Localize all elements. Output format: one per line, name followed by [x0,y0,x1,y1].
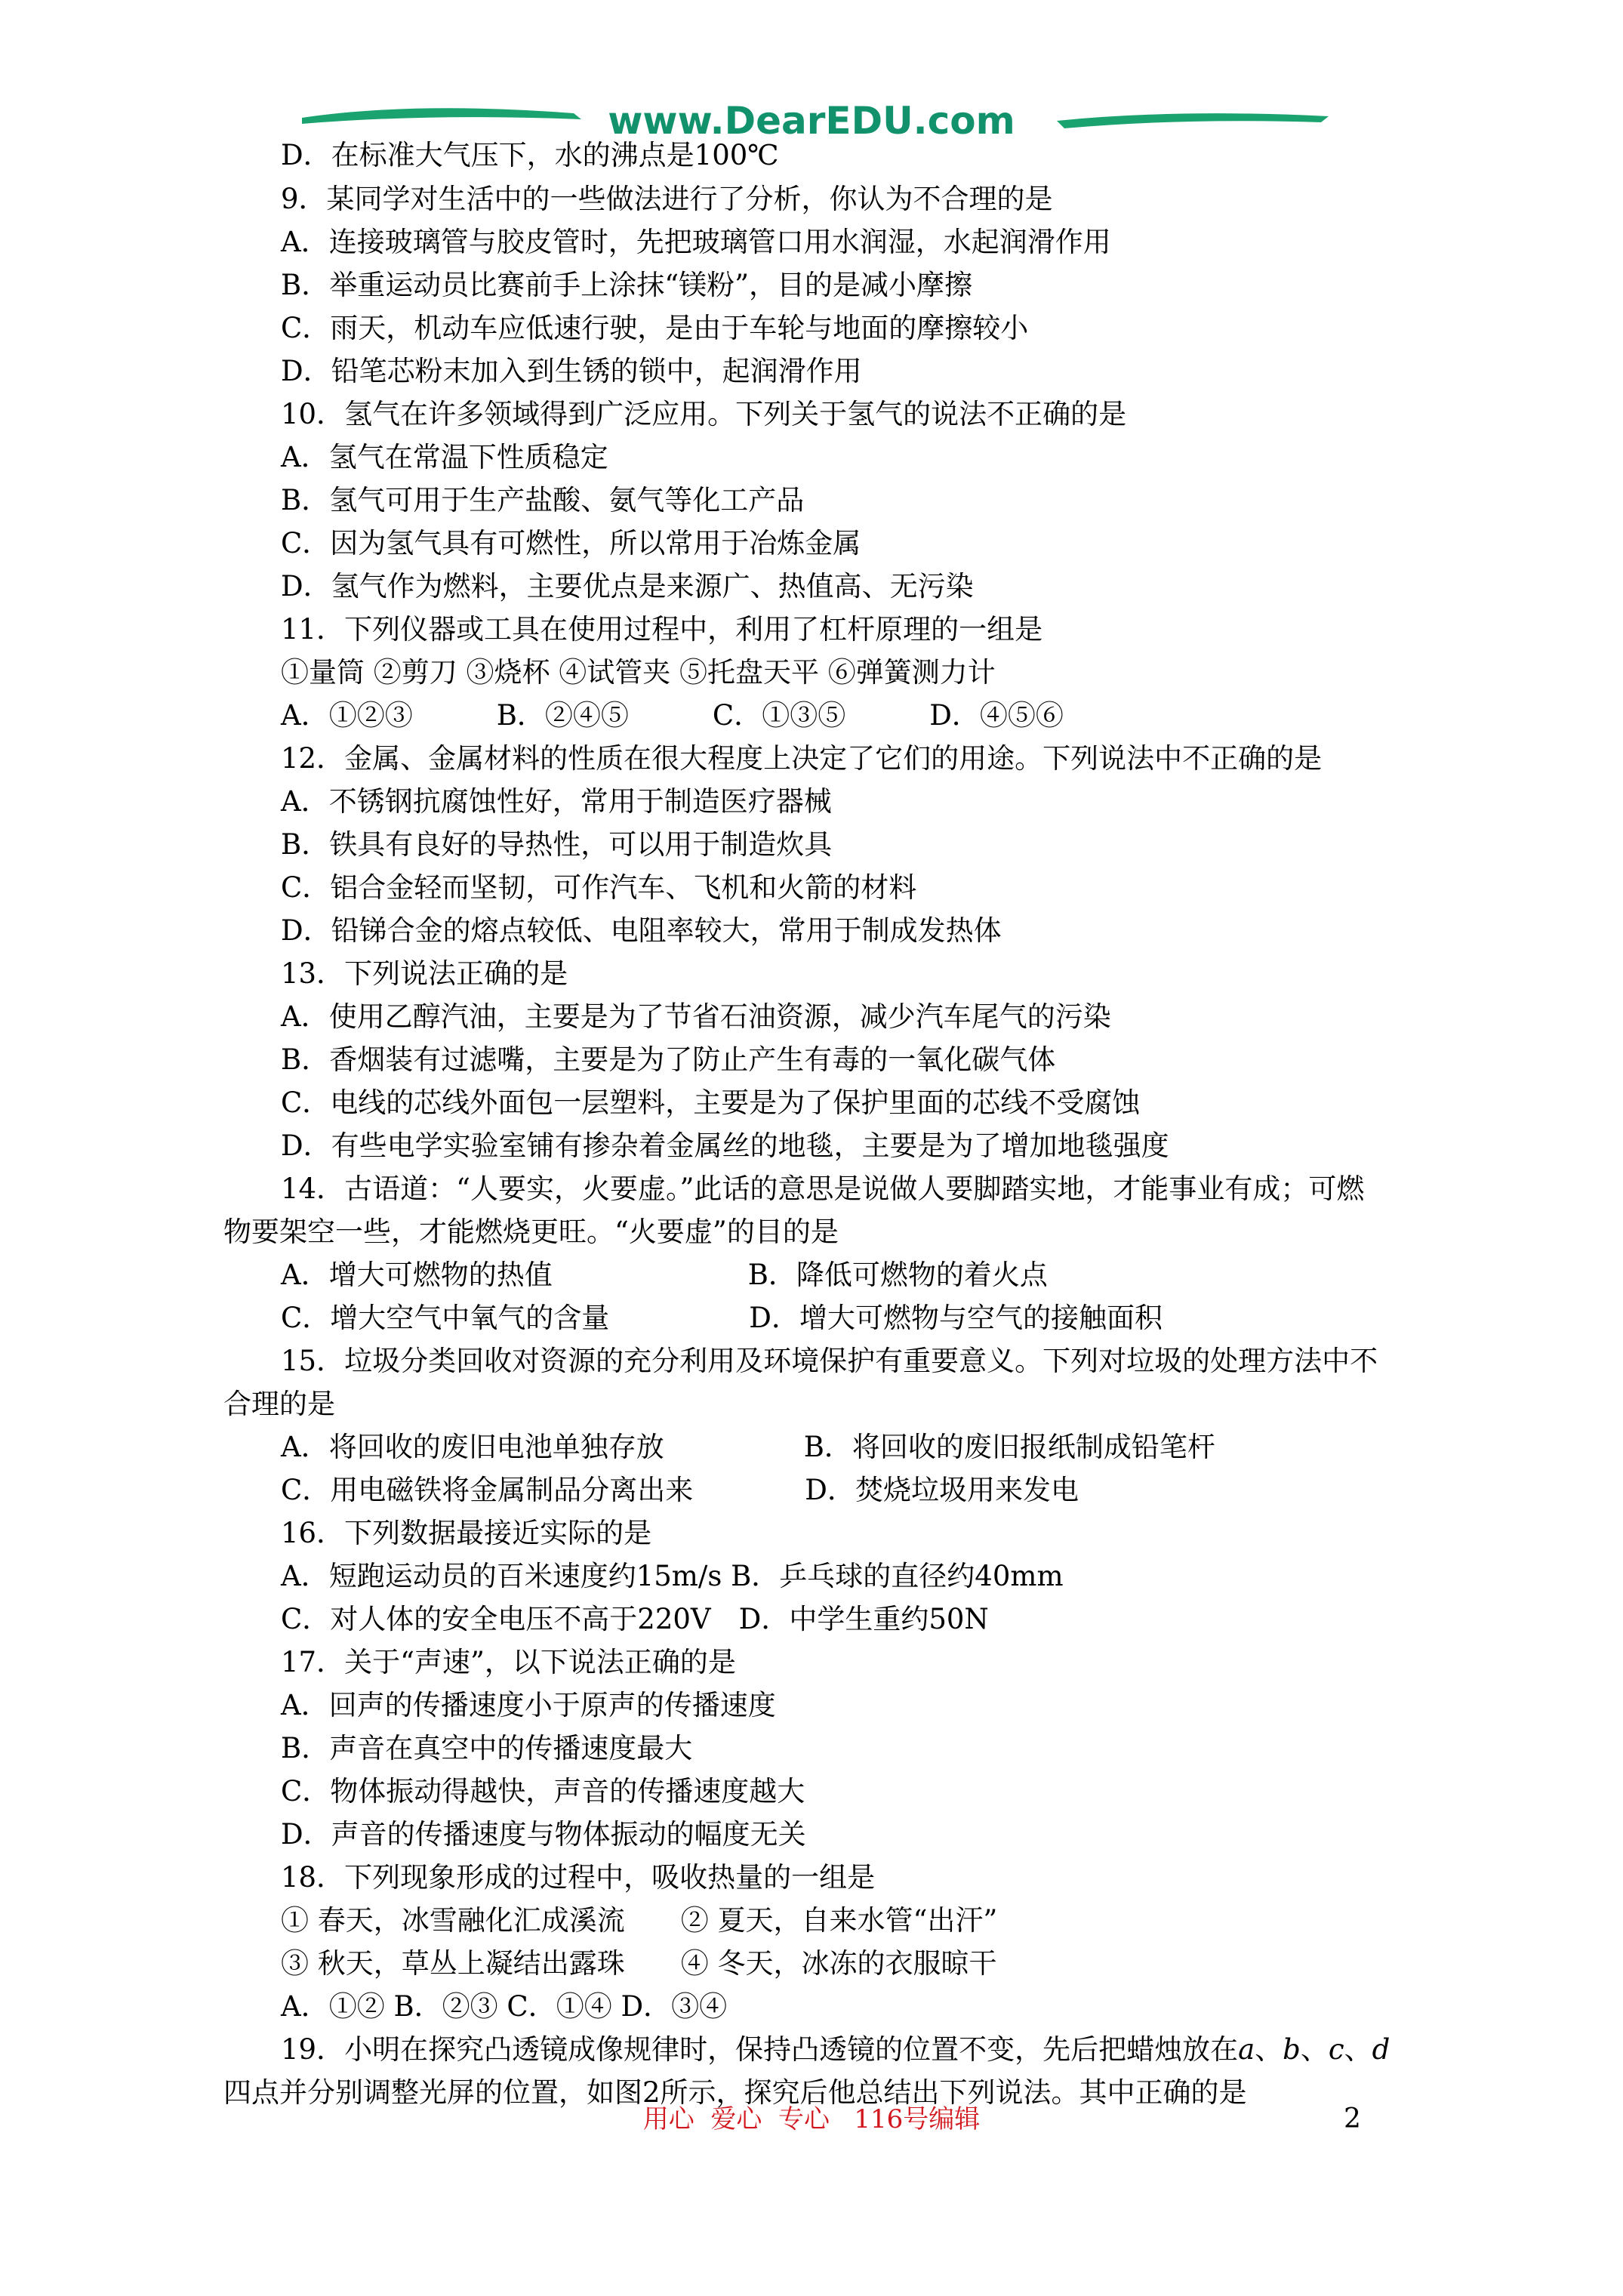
point-a: a [1238,2033,1255,2066]
text-line: A．将回收的废旧电池单独存放 B．将回收的废旧报纸制成铅笔杆 [281,1431,1215,1463]
text-line: D．铅锑合金的熔点较低、电阻率较大，常用于制成发热体 [281,914,1002,947]
text-line: B．香烟装有过滤嘴，主要是为了防止产生有毒的一氧化碳气体 [281,1043,1056,1076]
text-line: C．增大空气中氧气的含量 D．增大可燃物与空气的接触面积 [281,1302,1163,1334]
text-line: 15．垃圾分类回收对资源的充分利用及环境保护有重要意义。下列对垃圾的处理方法中不 [281,1345,1378,1377]
text-line: A．使用乙醇汽油，主要是为了节省石油资源，减少汽车尾气的污染 [281,1000,1111,1033]
text-line: C．对人体的安全电压不高于220V D．中学生重约50N [281,1603,989,1635]
text-line: B．举重运动员比赛前手上涂抹“镁粉”，目的是减小摩擦 [281,269,973,301]
page-number: 2 [1344,2103,1361,2134]
text-line: 18．下列现象形成的过程中，吸收热量的一组是 [281,1861,876,1894]
text-line: C．用电磁铁将金属制品分离出来 D．焚烧垃圾用来发电 [281,1474,1079,1506]
text-line: A．回声的传播速度小于原声的传播速度 [281,1689,776,1721]
header-site-name: www.DearEDU.com [608,99,1015,143]
text-line: 14．古语道：“人要实，火要虚。”此话的意思是说做人要脚踏实地，才能事业有成；可燃 [281,1173,1365,1205]
text-line: 17．关于“声速”，以下说法正确的是 [281,1646,736,1678]
text-line: A．①② B．②③ C．①④ D．③④ [281,1990,728,2023]
text-line: B．氢气可用于生产盐酸、氨气等化工产品 [281,484,805,516]
text-line: B．铁具有良好的导热性，可以用于制造炊具 [281,828,833,861]
text-line: 10．氢气在许多领域得到广泛应用。下列关于氢气的说法不正确的是 [281,398,1127,430]
text-line: 16．下列数据最接近实际的是 [281,1517,652,1549]
text-line: D．有些电学实验室铺有掺杂着金属丝的地毯，主要是为了增加地毯强度 [281,1130,1169,1162]
separator: 、 [1344,2033,1372,2066]
text-line: D．在标准大气压下，水的沸点是100℃ [281,139,779,171]
text-line: A．增大可燃物的热值 B．降低可燃物的着火点 [281,1259,1048,1291]
text-line: A．不锈钢抗腐蚀性好，常用于制造医疗器械 [281,785,832,818]
footer-text: 用心 爱心 专心 116号编辑 [642,2104,981,2134]
text-line: ③ 秋天，草丛上凝结出露珠 ④ 冬天，冰冻的衣服晾干 [281,1947,997,1980]
text-line: C．因为氢气具有可燃性，所以常用于冶炼金属 [281,527,861,559]
text-line: 11．下列仪器或工具在使用过程中，利用了杠杆原理的一组是 [281,613,1043,646]
text-line: D．氢气作为燃料，主要优点是来源广、热值高、无污染 [281,570,974,603]
question-19-stem: 19．小明在探究凸透镜成像规律时，保持凸透镜的位置不变，先后把蜡烛放在 [281,2033,1239,2066]
separator: 、 [1255,2033,1283,2066]
text-line: 物要架空一些，才能燃烧更旺。“火要虚”的目的是 [223,1216,839,1248]
text-line: A．短跑运动员的百米速度约15m/s B．乒乓球的直径约40mm [281,1560,1064,1592]
separator: 、 [1300,2033,1329,2066]
text-line: 四点并分别调整光屏的位置，如图2所示，探究后他总结出下列说法。其中正确的是 [223,2076,1247,2109]
point-b: b [1283,2033,1301,2066]
text-line: A．连接玻璃管与胶皮管时，先把玻璃管口用水润湿，水起润滑作用 [281,226,1111,258]
text-line: 9．某同学对生活中的一些做法进行了分析，你认为不合理的是 [281,183,1053,215]
text-line: C．物体振动得越快，声音的传播速度越大 [281,1775,805,1808]
text-line: 13．下列说法正确的是 [281,957,568,990]
text-line: ① 春天，冰雪融化汇成溪流 ② 夏天，自来水管“出汗” [281,1904,998,1937]
text-line: A．①②③ B．②④⑤ C．①③⑤ D．④⑤⑥ [281,699,1064,732]
text-line: C．雨天，机动车应低速行驶，是由于车轮与地面的摩擦较小 [281,312,1029,344]
text-line: ①量筒 ②剪刀 ③烧杯 ④试管夹 ⑤托盘天平 ⑥弹簧测力计 [281,656,996,689]
text-line: C．电线的芯线外面包一层塑料，主要是为了保护里面的芯线不受腐蚀 [281,1086,1141,1119]
text-line: A．氢气在常温下性质稳定 [281,441,608,473]
text-line: 12．金属、金属材料的性质在很大程度上决定了它们的用途。下列说法中不正确的是 [281,742,1323,775]
text-line: B．声音在真空中的传播速度最大 [281,1732,693,1764]
text-line: C．铝合金轻而坚韧，可作汽车、飞机和火箭的材料 [281,871,917,904]
text-line: D．声音的传播速度与物体振动的幅度无关 [281,1818,806,1851]
point-d: d [1372,2033,1390,2066]
text-line: D．铅笔芯粉末加入到生锈的锁中，起润滑作用 [281,355,862,387]
point-c: c [1328,2033,1344,2066]
text-line: 合理的是 [223,1388,335,1420]
text-line [281,2032,1390,2068]
